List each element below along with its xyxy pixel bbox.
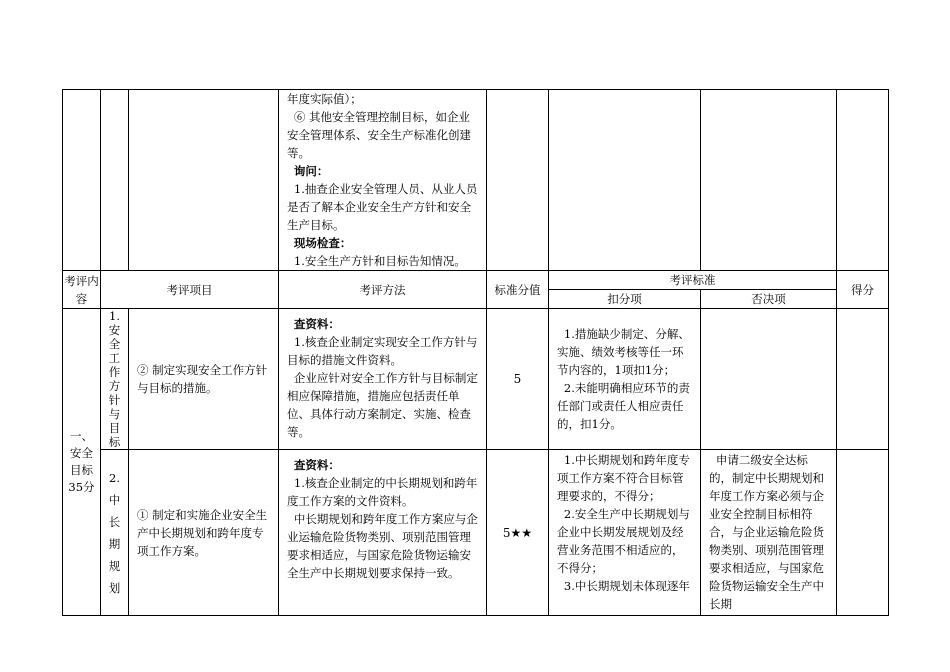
cont-line-1: 年度实际值）； bbox=[287, 92, 362, 106]
row1-method-title: 查资料： bbox=[293, 317, 340, 331]
cont-sub-cell bbox=[101, 90, 129, 271]
cont-got-cell bbox=[837, 90, 889, 271]
row2-deduct-p1: 1.中长期规划和跨年度专项工作方案不符合目标管理要求的，不得分； bbox=[557, 453, 690, 503]
row2-deduct-p2: 2.安全生产中长期规划与企业中长期发展规划及经营业务范围不相适应的，不得分； bbox=[557, 507, 690, 575]
row1-got bbox=[837, 309, 889, 450]
row2-method-p1: 1.核查企业制定的中长期规划和跨年度工作方案的文件资料。 bbox=[287, 476, 478, 508]
cont-veto-cell bbox=[701, 90, 837, 271]
row2-deduct-p3: 3.中长期规划未体现逐年 bbox=[563, 579, 690, 593]
row2-deduct bbox=[549, 450, 701, 616]
row1-item: ② 制定实现安全工作方针与目标的措施。 bbox=[129, 309, 279, 450]
cont-line-2: ⑥ 其他安全管理控制目标，如企业安全管理体系、安全生产标准化创建等。 bbox=[287, 110, 471, 160]
row2-item: ① 制定和实施企业安全生产中长期规划和跨年度专项工作方案。 bbox=[129, 450, 279, 616]
header-standard: 考评标准 bbox=[549, 271, 837, 290]
row1-deduct-p1: 1.措施缺少制定、分解、实施、绩效考核等任一环节内容的，1项扣1分； bbox=[557, 327, 690, 377]
header-veto: 否决项 bbox=[701, 290, 837, 309]
row2-subitem: 2. 中 长 期 规 划 bbox=[101, 450, 129, 616]
row1-deduct-p2: 2.未能明确相应环节的责任部门或责任人相应责任的，扣1分。 bbox=[557, 381, 690, 431]
inquiry-text: 1.抽查企业安全管理人员、从业人员是否了解本企业安全生产方针和安全生产目标。 bbox=[287, 182, 478, 232]
onsite-title: 现场检查： bbox=[293, 236, 352, 250]
header-item: 考评项目 bbox=[101, 271, 279, 309]
row1-method-p2: 企业应针对安全工作方针与目标制定相应保障措施，措施应包括责任单位、具体行动方案制定、实施、检查等。 bbox=[287, 371, 478, 439]
row1-method bbox=[279, 309, 487, 450]
section-label: 一、安全目标35分 bbox=[63, 309, 101, 616]
cont-content-cell bbox=[63, 90, 101, 271]
row2-method-p2: 中长期规划和跨年度工作方案应与企业运输危险货物类别、项别范围管理要求相适应，与国家危险货物运输安全生产中长期规划要求保持一致。 bbox=[287, 512, 478, 580]
row1-score: 5 bbox=[487, 309, 549, 450]
row2-score: 5★★ bbox=[487, 450, 549, 616]
header-row bbox=[63, 271, 889, 290]
onsite-text: 1.安全生产方针和目标告知情况。 bbox=[293, 254, 466, 268]
table-row bbox=[63, 309, 889, 450]
row2-method-title: 查资料： bbox=[293, 458, 340, 472]
row1-method-p1: 1.核查企业制定实现安全工作方针与目标的措施文件资料。 bbox=[287, 335, 478, 367]
row1-veto bbox=[701, 309, 837, 450]
cont-method-cell bbox=[279, 90, 487, 271]
row1-deduct bbox=[549, 309, 701, 450]
header-deduct: 扣分项 bbox=[549, 290, 701, 309]
header-got: 得分 bbox=[837, 271, 889, 309]
row2-method bbox=[279, 450, 487, 616]
table-row bbox=[63, 450, 889, 616]
row2-got bbox=[837, 450, 889, 616]
row2-veto-text: 申请二级安全达标的，制定中长期规划和年度工作方案必须与企业安全控制目标相符合，与企业运输危险货物类别、项别范围管理要求相适应，与国家危险货物运输安全生产中长期 bbox=[709, 453, 824, 611]
cont-score-cell bbox=[487, 90, 549, 271]
cont-item-cell bbox=[129, 90, 279, 271]
row1-subitem: 1. 安 全 工 作 方 针 与 目 标 bbox=[101, 309, 129, 450]
inquiry-title: 询问： bbox=[293, 164, 329, 178]
row2-veto bbox=[701, 450, 837, 616]
header-score: 标准分值 bbox=[487, 271, 549, 309]
cont-deduct-cell bbox=[549, 90, 701, 271]
continuation-row bbox=[63, 90, 889, 271]
header-method: 考评方法 bbox=[279, 271, 487, 309]
header-content: 考评内容 bbox=[63, 271, 101, 309]
evaluation-table bbox=[62, 89, 889, 616]
